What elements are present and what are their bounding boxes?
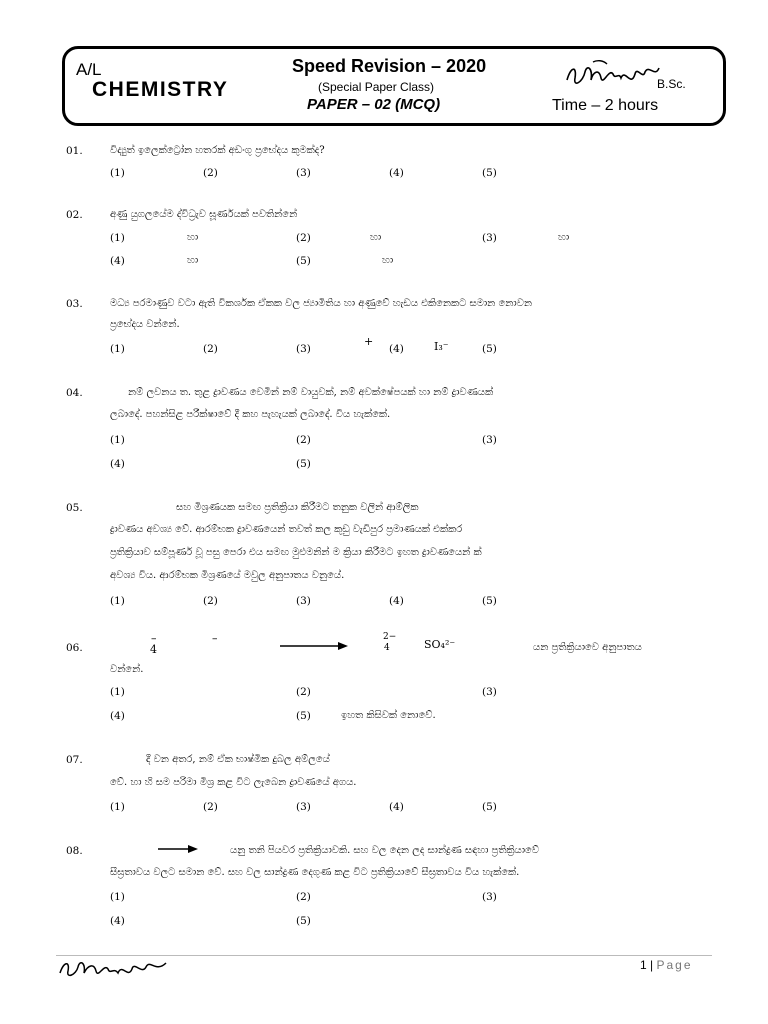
question-text: යන ප්‍රතික්‍රියාවෙ අනුපාතය [533,642,642,653]
question-number: 06. [66,642,83,654]
option-2[interactable]: (2) [296,891,311,903]
option-1[interactable]: (1) [110,343,125,355]
option-1[interactable]: (1) [110,232,125,244]
question-text: විද්‍යුත් ඉලෙක්ට්‍රෝන හතරක් අඩංගු ප්‍රභේදය කුමක්ද? [110,145,325,156]
author-signature [563,58,663,94]
option-3[interactable]: (3) [482,232,497,244]
option-1[interactable]: (1) [110,801,125,813]
option-2[interactable]: (2) [203,167,218,179]
option-5[interactable]: (5) [296,710,311,722]
reaction-arrow-icon [280,640,348,652]
option-1[interactable]: (1) [110,686,125,698]
triiodide-formula: I₃⁻ [434,340,449,353]
option-4[interactable]: (4) [110,458,125,470]
option-3[interactable]: (3) [296,167,311,179]
question-text: මධ්‍ය පරමාණුව වටා ඇති විකර්ශක ඒකක වල ජ්‍යාමිතිය හා අණුවේ හැඩය එකිනෙකට සමාන නොවන [110,298,533,309]
paper-label: PAPER – 02 (MCQ) [307,96,441,113]
option-5[interactable]: (5) [482,343,497,355]
joiner-text: හා [187,232,199,243]
question-text: ලබාදේ. පහන්සිළ පරීක්ෂාවේ දී කහ පැහැයක් ලබාදේ. විය හැක්කේ. [110,409,391,420]
question-number: 07. [66,754,83,766]
question-number: 05. [66,502,83,514]
option-2[interactable]: (2) [296,686,311,698]
question-number: 08. [66,845,83,857]
option-5[interactable]: (5) [296,915,311,927]
option-1[interactable]: (1) [110,891,125,903]
option-4[interactable]: (4) [110,710,125,722]
option-5[interactable]: (5) [296,255,311,267]
footer-signature [56,955,174,983]
option-4[interactable]: (4) [389,595,404,607]
sulfate-formula: SO₄²⁻ [424,638,456,651]
page-word: Page [656,958,693,972]
joiner-text: හා [558,232,570,243]
reaction-arrow-icon [158,843,198,855]
page-footer [640,958,693,972]
option-4[interactable]: (4) [389,343,404,355]
option-4[interactable]: (4) [110,915,125,927]
author-degree: B.Sc. [657,77,686,91]
option-3[interactable]: (3) [296,595,311,607]
page-separator: | [650,958,654,972]
option-3[interactable]: (3) [482,434,497,446]
option-2[interactable]: (2) [203,343,218,355]
option-5-text: ඉහත කිසිවක් නොවේ. [341,710,436,721]
subscript-four: 4 [384,643,390,653]
joiner-text: හා [382,255,394,266]
question-text: ප්‍රතික්‍රියාව සම්පූර්ණ වූ පසු පෙරා එය සමඟ මුළුමනින් ම ක්‍රියා කිරීමට ඉහත ද්‍රාවණයෙන් ක් [110,547,482,558]
time-label: Time – 2 hours [552,97,659,114]
option-1[interactable]: (1) [110,595,125,607]
option-3[interactable]: (3) [482,891,497,903]
page-number: 1 [640,958,647,972]
question-text: වේ. හා හි සම පරිමා මිශ්‍ර කළ විට ලැබෙන ද්‍රාවණයේ අගය. [110,777,357,788]
option-4[interactable]: (4) [110,255,125,267]
option-2[interactable]: (2) [296,232,311,244]
option-4[interactable]: (4) [389,167,404,179]
option-5[interactable]: (5) [296,458,311,470]
question-text: දී වන අතර, නම් ඒක භාෂ්මික දුබල අම්ලයේ [146,754,330,765]
option-5[interactable]: (5) [482,167,497,179]
question-number: 02. [66,209,83,221]
subject-title: CHEMISTRY [92,78,229,101]
option-3[interactable]: (3) [482,686,497,698]
option-3[interactable]: (3) [296,343,311,355]
question-text: සීඝ්‍රතාවය වලට සමාන වේ. සහ වල සාන්ද්‍රණ දෙගුණ කළ විට ප්‍රතික්‍රියාවේ සීඝ්‍රතාවය විය හැක්කේ. [110,867,520,878]
option-3[interactable]: (3) [296,801,311,813]
charge-2minus: 2− [383,632,397,642]
option-2[interactable]: (2) [203,801,218,813]
exam-title: Speed Revision – 2020 [292,56,487,76]
charge-minus: – [212,632,218,645]
class-note: (Special Paper Class) [318,80,435,94]
subscript-four: 4 [150,643,157,656]
option-1[interactable]: (1) [110,167,125,179]
option-1[interactable]: (1) [110,434,125,446]
charge-minus: – [151,632,157,645]
option-2[interactable]: (2) [296,434,311,446]
question-text: අණු යුගලයේම ද්විධ්‍රැව ඝූර්ණයක් පවතින්නේ [110,209,298,220]
question-text: ද්‍රාවණය අවශ්‍ය වේ. ආරම්භක ද්‍රාවණයෙන් තවත් කල කුඩු වැඩිපුර ප්‍රමාණයක් එක්කර [110,524,463,535]
charge-plus: + [364,335,374,348]
question-number: 03. [66,298,83,310]
option-4[interactable]: (4) [389,801,404,813]
option-5[interactable]: (5) [482,801,497,813]
question-number: 04. [66,387,83,399]
option-2[interactable]: (2) [203,595,218,607]
option-5[interactable]: (5) [482,595,497,607]
question-text: නම් ලවනය ත. තුළ ද්‍රාවණය වෙමින් නම් වායුවක්, නම් අවක්ෂේපයක් හා නම් ද්‍රාවණයක් [128,387,494,398]
joiner-text: හා [187,255,199,266]
question-text: වන්නේ. [110,664,144,675]
joiner-text: හා [370,232,382,243]
question-text: සහ මිශ්‍රණයක සමඟ ප්‍රතික්‍රියා කිරීමට තනුක වලින් ආම්ලික [176,502,419,513]
question-number: 01. [66,145,83,157]
level-label: A/L [76,60,102,79]
question-text: ප්‍රභේදය වන්නේ. [110,319,180,330]
question-text: යනු තනි පියවර ප්‍රතික්‍රියාවකි. සහ වල දෙන ලද සාන්ද්‍රණ සඳහා ප්‍රතික්‍රියාවේ [230,845,540,856]
question-text: අවශ්‍ය විය. ආරම්භක මිශ්‍රණයේ මවුල අනුපාතය වනුයේ. [110,570,345,581]
